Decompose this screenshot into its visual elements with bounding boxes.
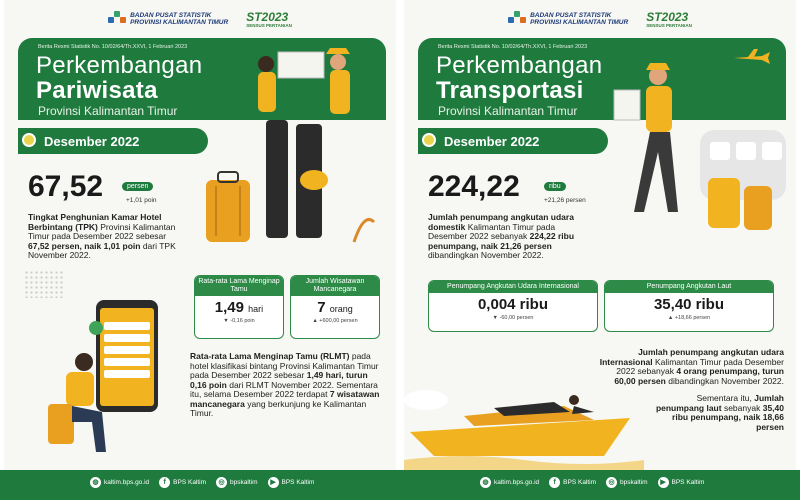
st2023-logo bbox=[246, 11, 292, 28]
title-line-1: Perkembangan bbox=[36, 52, 203, 79]
title-region: Provinsi Kalimantan Timur bbox=[438, 104, 578, 118]
period-dot-icon bbox=[22, 133, 36, 147]
intl-desc-2: dibandingkan November 2022. bbox=[668, 375, 784, 386]
st-logo-sub: SENSUS PERTANIAN bbox=[246, 22, 292, 28]
dots-decoration bbox=[24, 270, 64, 298]
tpk-description bbox=[28, 213, 178, 261]
sea-description bbox=[648, 394, 784, 432]
rlmt-card bbox=[194, 275, 284, 339]
footer-links-right bbox=[480, 477, 704, 488]
traveler-illustration bbox=[600, 60, 790, 250]
sea-card bbox=[604, 280, 774, 332]
rlmt-card-delta: ▼ -0,16 poin bbox=[223, 318, 255, 324]
tpk-unit: persen bbox=[122, 182, 153, 191]
rlmt-desc-1: pada hotel klasifikasi bintang Provinsi Kalimantan Timur pada Desember 2022 sebesar bbox=[190, 351, 379, 380]
tpk-desc-1: Provinsi Kalimantan Timur pada Desember 2022 sebesar bbox=[28, 221, 176, 241]
title-line-2: Transportasi bbox=[436, 77, 584, 104]
st2023-logo bbox=[646, 11, 692, 28]
title-line-2: Pariwisata bbox=[36, 77, 158, 104]
footer-links-left bbox=[90, 477, 314, 488]
st-logo-sub: SENSUS PERTANIAN bbox=[646, 22, 692, 28]
footer-instagram-text: bpskaltim bbox=[620, 479, 648, 486]
tpk-desc-2: dari TPK November 2022. bbox=[28, 240, 176, 260]
sea-card-delta: ▲ +18,66 persen bbox=[667, 315, 711, 321]
rlmt-description bbox=[190, 352, 386, 419]
title-region: Provinsi Kalimantan Timur bbox=[38, 104, 178, 118]
title-line-1: Perkembangan bbox=[436, 52, 603, 79]
wisman-desc-bold: 7 wisatawan mancanegara bbox=[190, 389, 380, 409]
facebook-icon: f bbox=[549, 477, 560, 488]
transport-panel bbox=[404, 0, 796, 470]
rlmt-card-title: Rata-rata Lama Menginap Tamu bbox=[195, 276, 283, 296]
intl-air-card-delta: ▼ -60,00 persen bbox=[492, 315, 534, 321]
sea-desc-1: Sementara itu, bbox=[696, 393, 752, 403]
intl-air-card bbox=[428, 280, 598, 332]
tpk-delta: +1,01 poin bbox=[126, 197, 157, 204]
globe-icon: ◍ bbox=[90, 477, 101, 488]
tpk-desc-head: Tingkat Penghunian Kamar Hotel Berbintang (TPK) bbox=[28, 212, 162, 232]
domestic-desc-2: dibandingkan November 2022. bbox=[428, 250, 544, 260]
tourism-panel bbox=[4, 0, 396, 470]
footer-facebook[interactable] bbox=[159, 477, 206, 488]
rlmt-desc-bold: Rata-rata Lama Menginap Tamu (RLMT) bbox=[190, 351, 350, 361]
yacht-illustration bbox=[404, 360, 644, 470]
domestic-desc-bold-2: 224,22 ribu penumpang, naik 21,26 persen bbox=[428, 231, 575, 251]
instagram-icon: ◎ bbox=[606, 477, 617, 488]
tourists-illustration bbox=[238, 44, 378, 120]
domestic-description bbox=[428, 213, 596, 261]
org-name: BADAN PUSAT STATISTIK PROVINSI KALIMANTAN TIMUR bbox=[530, 12, 629, 26]
footer-website[interactable] bbox=[480, 477, 539, 488]
wisman-desc: yang berkunjung ke Kalimantan Timur. bbox=[190, 398, 367, 418]
rlmt-desc-end: dari RLMT November 2022. Sementara itu, selama Desember 2022 terdapat bbox=[190, 379, 378, 399]
sea-desc-2: sebanyak bbox=[723, 402, 761, 413]
footer-website[interactable] bbox=[90, 477, 149, 488]
wisman-card-value-row bbox=[291, 296, 379, 316]
domestic-desc-bold-1: Jumlah penumpang angkutan udara domestik bbox=[428, 212, 574, 232]
wisman-card bbox=[290, 275, 380, 339]
st-logo-main: ST2023 bbox=[246, 9, 289, 24]
rlmt-desc-bold-2: 1,49 hari, turun 0,16 poin bbox=[190, 370, 368, 390]
tpk-desc-bold: 67,52 persen, naik 1,01 poin bbox=[28, 240, 141, 251]
instagram-icon: ◎ bbox=[216, 477, 227, 488]
sea-card-value: 35,40 ribu bbox=[653, 296, 725, 313]
intl-desc-bold-1: Jumlah penumpang angkutan udara Internasional bbox=[599, 347, 784, 367]
footer-website-text: kaltim.bps.go.id bbox=[104, 479, 150, 486]
tpk-value: 67,52 bbox=[28, 170, 104, 203]
intl-air-card-title: Penumpang Angkutan Udara Internasional bbox=[429, 281, 597, 293]
bps-logo bbox=[108, 11, 228, 27]
rlmt-card-unit: hari bbox=[248, 304, 264, 314]
domestic-desc-1: Kalimantan Timur pada Desember 2022 sebanyak bbox=[428, 221, 556, 241]
footer-facebook-text: BPS Kaltim bbox=[173, 479, 207, 486]
footer-youtube[interactable] bbox=[658, 477, 705, 488]
tourism-header bbox=[18, 38, 386, 120]
youtube-icon: ▶ bbox=[268, 477, 279, 488]
footer-instagram[interactable] bbox=[216, 477, 257, 488]
sea-card-title: Penumpang Angkutan Laut bbox=[605, 281, 773, 293]
release-number: Berita Resmi Statistik No. 10/02/64/Th.XXVI, 1 Februari 2023 bbox=[38, 44, 188, 50]
sea-desc-bold-2: 35,40 ribu penumpang, naik 18,66 persen bbox=[672, 402, 784, 432]
luggage-illustration bbox=[204, 120, 384, 250]
sea-desc-bold-1: Jumlah penumpang laut bbox=[655, 393, 784, 413]
footer-website-text: kaltim.bps.go.id bbox=[494, 479, 540, 486]
intl-desc-bold-2: 4 orang penumpang, turun 60,00 persen bbox=[614, 366, 784, 386]
footer-facebook-text: BPS Kaltim bbox=[563, 479, 597, 486]
intl-air-card-value: 0,004 ribu bbox=[477, 296, 549, 313]
rlmt-card-value: 1,49 bbox=[214, 299, 244, 316]
period-dot-icon bbox=[422, 133, 436, 147]
logo-row bbox=[4, 8, 396, 30]
globe-icon: ◍ bbox=[480, 477, 491, 488]
wisman-card-delta: ▲ +600,00 persen bbox=[312, 318, 358, 324]
st-logo-main: ST2023 bbox=[646, 9, 689, 24]
wisman-card-title: Jumlah Wisatawan Mancanegara bbox=[291, 276, 379, 296]
footer-instagram-text: bpskaltim bbox=[230, 479, 258, 486]
bps-logo bbox=[508, 11, 628, 27]
phone-illustration bbox=[44, 300, 184, 460]
wisman-card-value: 7 bbox=[317, 299, 326, 316]
domestic-unit: ribu bbox=[544, 182, 566, 191]
period-banner: Desember 2022 bbox=[18, 128, 208, 154]
org-name: BADAN PUSAT STATISTIK PROVINSI KALIMANTAN TIMUR bbox=[130, 12, 229, 26]
footer-bar bbox=[0, 470, 800, 500]
logo-row bbox=[404, 8, 796, 30]
period-banner: Desember 2022 bbox=[418, 128, 608, 154]
footer-instagram[interactable] bbox=[606, 477, 647, 488]
bps-logo-icon bbox=[108, 11, 126, 27]
footer-youtube[interactable] bbox=[268, 477, 315, 488]
bps-logo-icon bbox=[508, 11, 526, 27]
footer-facebook[interactable] bbox=[549, 477, 596, 488]
facebook-icon: f bbox=[159, 477, 170, 488]
domestic-delta: +21,26 persen bbox=[544, 197, 586, 204]
rlmt-card-value-row bbox=[195, 296, 283, 316]
footer-youtube-text: BPS Kaltim bbox=[671, 479, 705, 486]
release-number: Berita Resmi Statistik No. 10/02/64/Th.XXVI, 1 Februari 2023 bbox=[438, 44, 588, 50]
intl-desc-1: Kalimantan Timur pada Desember 2022 sebanyak bbox=[616, 356, 784, 376]
wisman-card-unit: orang bbox=[329, 304, 353, 314]
youtube-icon: ▶ bbox=[658, 477, 669, 488]
domestic-value: 224,22 bbox=[428, 170, 520, 203]
footer-youtube-text: BPS Kaltim bbox=[281, 479, 315, 486]
